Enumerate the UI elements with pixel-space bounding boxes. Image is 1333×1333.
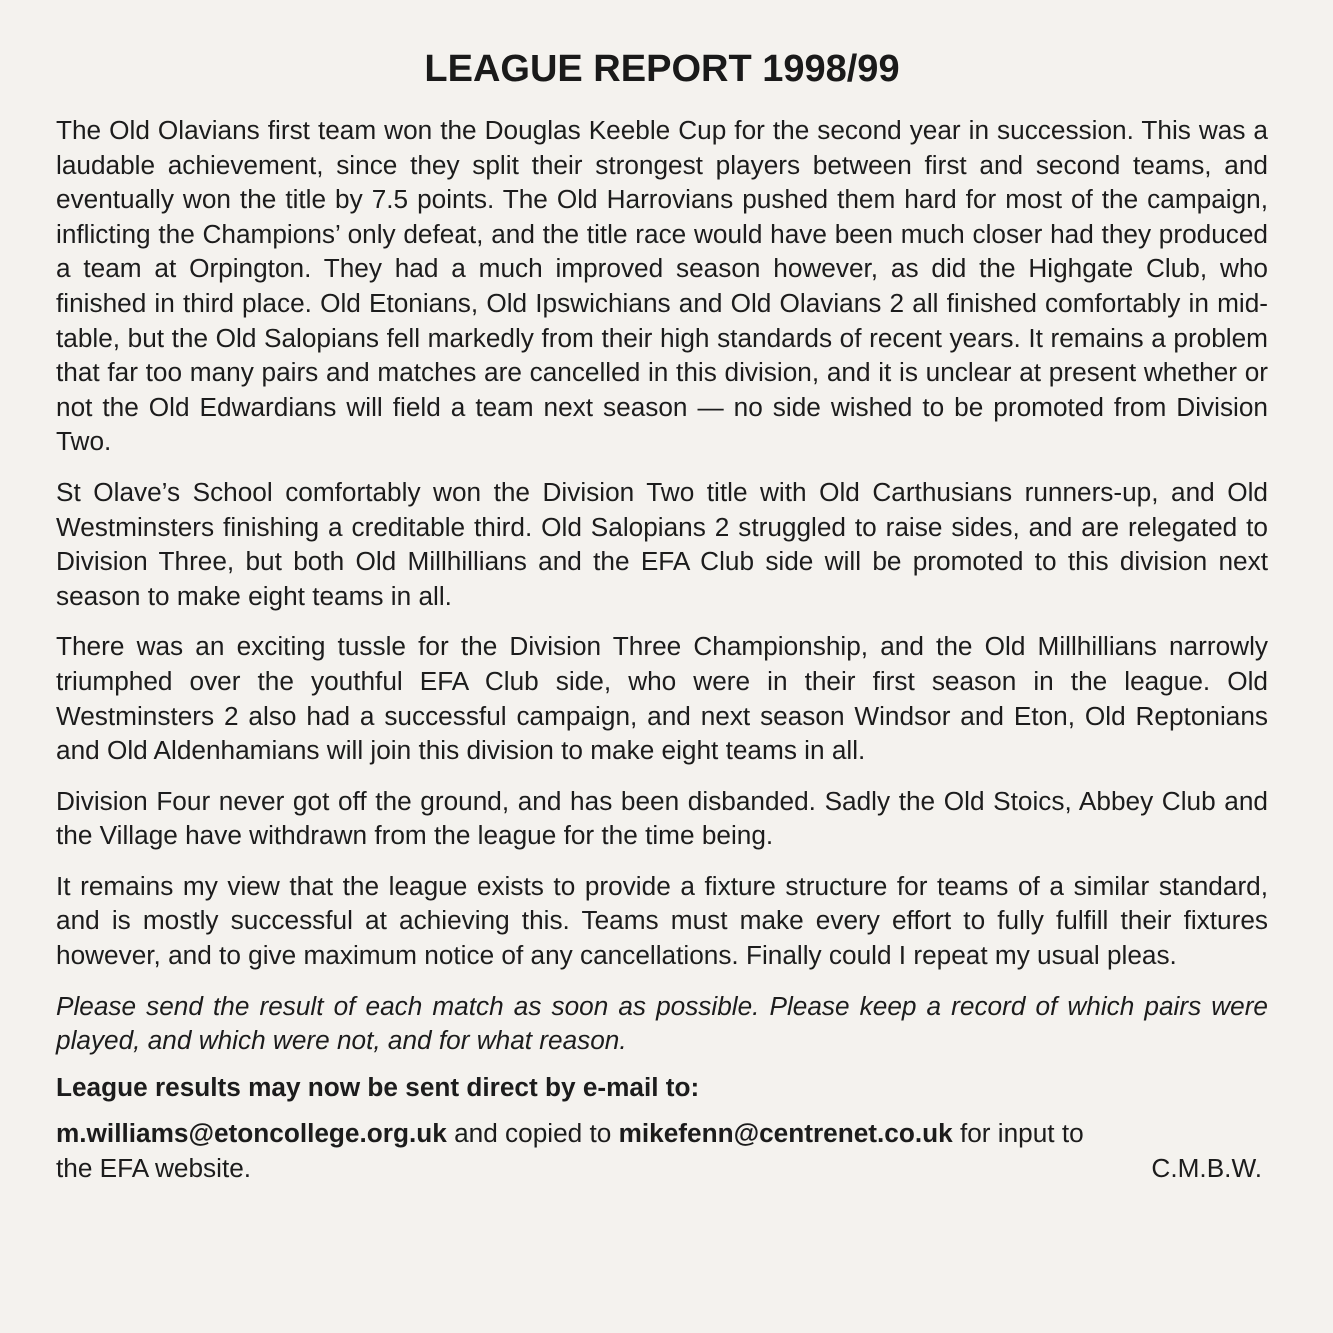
- league-report: [56, 48, 1268, 1186]
- email-address-williams[interactable]: m.williams@etoncollege.org.uk: [56, 1118, 447, 1149]
- email-address-fenn[interactable]: mikefenn@centrenet.co.uk: [618, 1118, 953, 1149]
- paragraph-division-four: Division Four never got off the ground, and has been disbanded. Sadly the Old Stoics, Abbey Club and the Village have withdrawn from the league for the time being.: [56, 785, 1268, 851]
- paragraph-division-two: St Olave’s School comfortably won the Division Two title with Old Carthusians runners-up, and Old Westminsters finishing a creditable third. Old Salopians 2 struggled to raise sides, and are relegated to Division Three, but both Old Millhillians and the EFA Club side will be promoted to this division next season to make eight teams in all.: [56, 476, 1268, 611]
- email-line-2: [56, 1151, 1268, 1186]
- email-line-text: [56, 1116, 1084, 1151]
- website-text: the EFA website.: [56, 1153, 252, 1184]
- paragraph-view: It remains my view that the league exists to provide a fixture structure for teams of a similar standard, and is mostly successful at achieving this. Teams must make every effort to fully fulfill their fixtures however, and to give maximum notice of any cancellations. Finally could I repeat my usual pleas.: [56, 870, 1268, 971]
- paragraph-division-three: There was an exciting tussle for the Division Three Championship, and the Old Millhillians narrowly triumphed over the youthful EFA Club side, who were in their first season in the league. Old Westminsters 2 also had a successful campaign, and next season Windsor and Eton, Old Reptonians and Old Aldenhamians will join this division to make eight teams in all.: [56, 631, 1268, 766]
- signature: C.M.B.W.: [1151, 1153, 1262, 1184]
- email-tail: for input to: [952, 1118, 1084, 1149]
- plea-text: Please send the result of each match as soon as possible. Please keep a record of which pairs were played, and which were not, and for what reason.: [56, 990, 1268, 1056]
- email-heading: League results may now be sent direct by e-mail to:: [56, 1071, 700, 1102]
- email-connector: and copied to: [446, 1118, 619, 1149]
- page-title: LEAGUE REPORT 1998/99: [424, 48, 900, 90]
- email-line-1: [56, 1116, 1268, 1151]
- email-block: [56, 1116, 1268, 1185]
- paragraph-division-one: The Old Olavians first team won the Douglas Keeble Cup for the second year in succession. This was a laudable achievement, since they split their strongest players between first and second teams, and eventually won the title by 7.5 points. The Old Harrovians pushed them hard for most of the campaign, inflicting the Champions’ only defeat, and the title race would have been much closer had they produced a team at Orpington. They had a much improved season however, as did the Highgate Club, who finished in third place. Old Etonians, Old Ipswichians and Old Olavians 2 all finished comfortably in mid-table, but the Old Salopians fell markedly from their high standards of recent years. It remains a problem that far too many pairs and matches are cancelled in this division, and it is unclear at present whether or not the Old Edwardians will field a team next season — no side wished to be promoted from Division Two.: [56, 115, 1268, 457]
